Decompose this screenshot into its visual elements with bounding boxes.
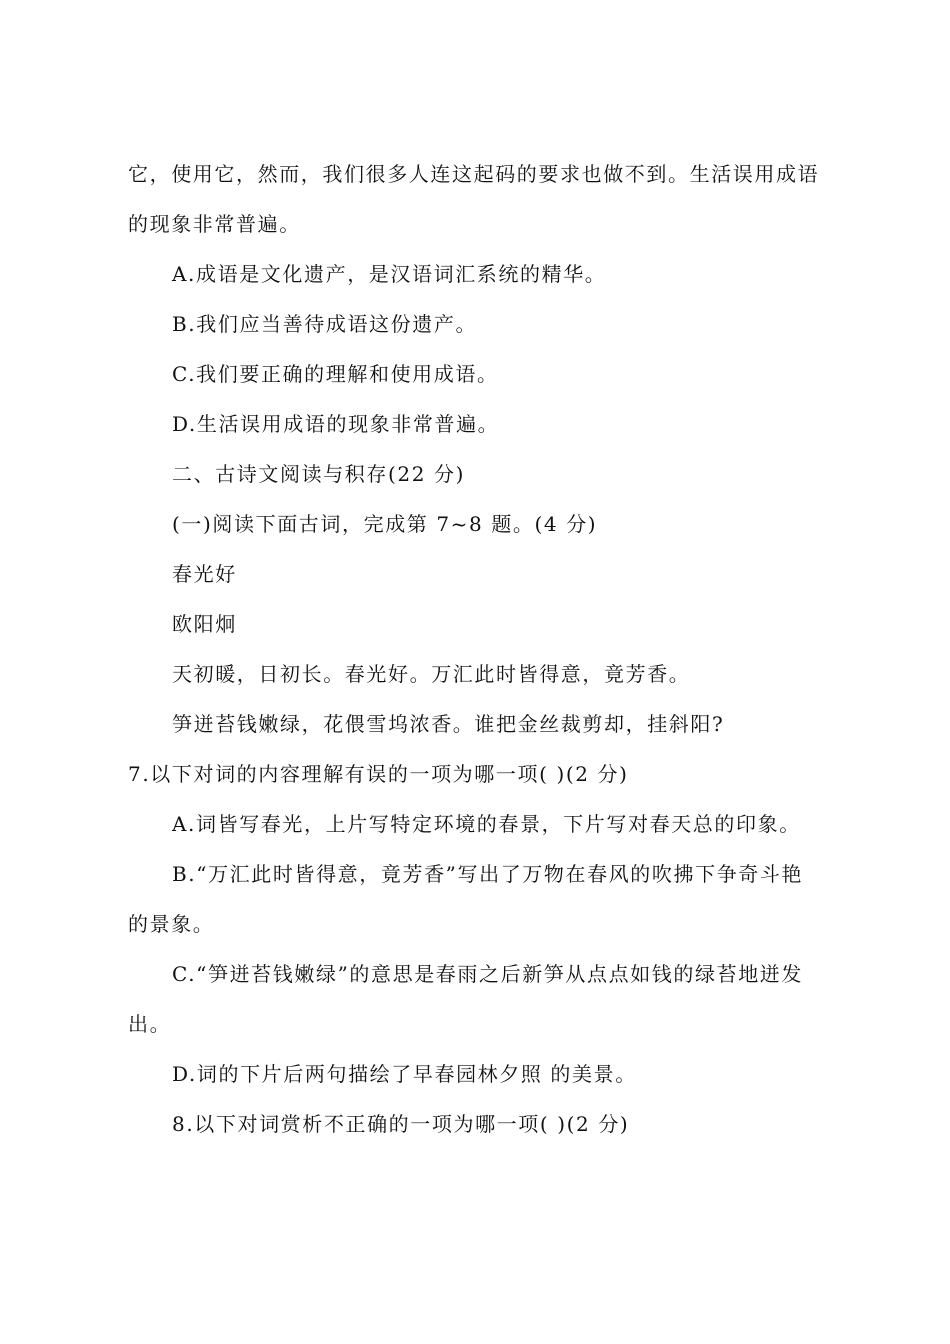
q6-option-d: D.生活误用成语的现象非常普遍。 [172,412,500,436]
q7-option-b-line-2: 的景象。 [128,912,215,936]
q6-option-c: C.我们要正确的理解和使用成语。 [172,362,499,386]
q6-option-a: A.成语是文化遗产，是汉语词汇系统的精华。 [172,262,607,286]
q7-option-c-line-1: C.“笋迸苔钱嫩绿”的意思是春雨之后新笋从点点如钱的绿苔地迸发 [172,962,803,986]
question-8: 8.以下对词赏析不正确的一项为哪一项( )(2 分) [172,1112,630,1136]
poem-title: 春光好 [172,562,237,586]
q6-option-b: B.我们应当善待成语这份遗产。 [172,312,478,336]
question-7: 7.以下对词的内容理解有误的一项为哪一项( )(2 分) [128,762,629,786]
poem-author: 欧阳炯 [172,612,237,636]
q7-option-a: A.词皆写春光，上片写特定环境的春景，下片写对春天总的印象。 [172,812,801,836]
subsection-instruction: (一)阅读下面古词，完成第 7~8 题。(4 分) [172,512,598,536]
q7-option-d: D.词的下片后两句描绘了早春园林夕照 的美景。 [172,1062,637,1086]
paragraph-continuation-line-2: 的现象非常普遍。 [128,212,301,236]
poem-stanza-2: 笋迸苔钱嫩绿，花偎雪坞浓香。谁把金丝裁剪却，挂斜阳? [172,712,725,736]
paragraph-continuation-line-1: 它，使用它，然而，我们很多人连这起码的要求也做不到。生活误用成语 [128,162,820,186]
poem-stanza-1: 天初暖，日初长。春光好。万汇此时皆得意，竟芳香。 [172,662,691,686]
section-heading: 二、古诗文阅读与积存(22 分) [172,462,466,486]
q7-option-c-line-2: 出。 [128,1012,172,1036]
q7-option-b-line-1: B.“万汇此时皆得意，竟芳香”写出了万物在春风的吹拂下争奇斗艳 [172,862,804,886]
